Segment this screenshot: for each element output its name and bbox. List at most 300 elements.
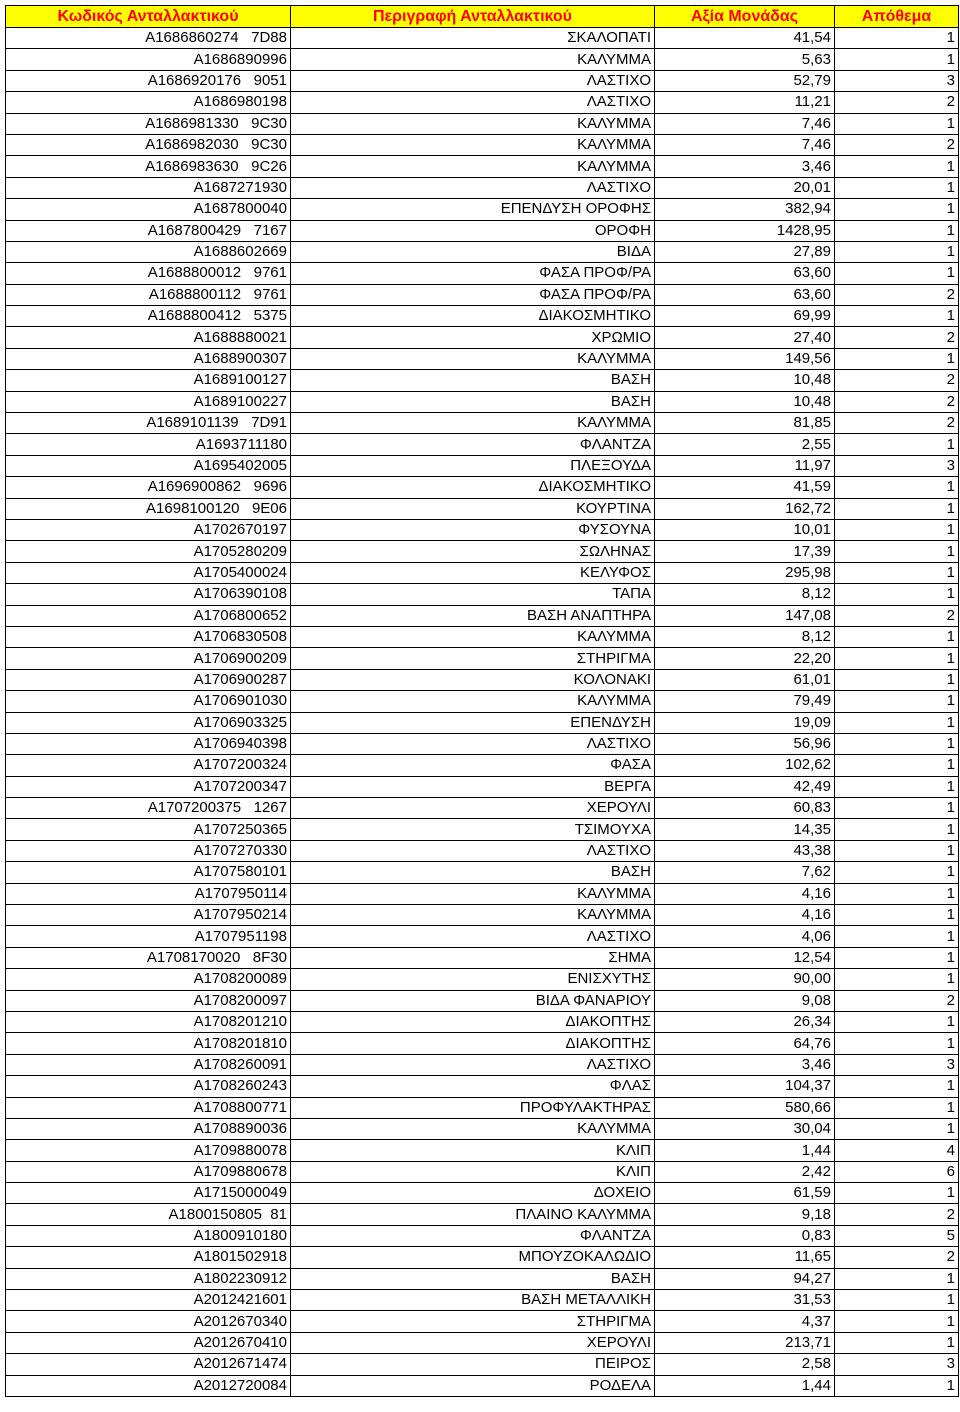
- part-code-cell: A1800150805 81: [6, 1204, 291, 1225]
- part-code-cell: A1686860274 7D88: [6, 28, 291, 49]
- unit-value-cell: 19,09: [655, 712, 835, 733]
- part-description-cell: ΚΑΛΥΜΜΑ: [291, 1118, 655, 1139]
- unit-value-cell: 63,60: [655, 284, 835, 305]
- stock-cell: 2: [835, 990, 959, 1011]
- part-code-cell: A1687800040: [6, 199, 291, 220]
- table-row: [6, 969, 959, 990]
- table-row: [6, 883, 959, 904]
- header-part-description: Περιγραφή Ανταλλακτικού: [291, 6, 655, 28]
- part-description-cell: ΦΛΑΝΤΖΑ: [291, 1225, 655, 1246]
- table-row: [6, 113, 959, 134]
- stock-cell: 2: [835, 605, 959, 626]
- part-code-cell: A1689101139 7D91: [6, 413, 291, 434]
- stock-cell: 1: [835, 669, 959, 690]
- part-description-cell: ΠΡΟΦΥΛΑΚΤΗΡΑΣ: [291, 1097, 655, 1118]
- part-description-cell: ΜΠΟΥΖΟΚΑΛΩΔΙΟ: [291, 1247, 655, 1268]
- part-code-cell: A1693711180: [6, 434, 291, 455]
- part-code-cell: A1686920176 9051: [6, 70, 291, 91]
- unit-value-cell: 7,46: [655, 113, 835, 134]
- part-code-cell: A1688602669: [6, 241, 291, 262]
- stock-cell: 1: [835, 862, 959, 883]
- unit-value-cell: 4,16: [655, 883, 835, 904]
- part-description-cell: ΒΙΔΑ: [291, 241, 655, 262]
- part-code-cell: A1800910180: [6, 1225, 291, 1246]
- part-description-cell: ΒΙΔΑ ΦΑΝΑΡΙΟΥ: [291, 990, 655, 1011]
- unit-value-cell: 382,94: [655, 199, 835, 220]
- unit-value-cell: 22,20: [655, 648, 835, 669]
- table-row: [6, 648, 959, 669]
- stock-cell: 1: [835, 156, 959, 177]
- part-description-cell: ΚΑΛΥΜΜΑ: [291, 691, 655, 712]
- part-code-cell: A2012670410: [6, 1332, 291, 1353]
- part-code-cell: A1706900287: [6, 669, 291, 690]
- table-row: [6, 306, 959, 327]
- table-row: [6, 691, 959, 712]
- part-description-cell: ΣΩΛΗΝΑΣ: [291, 541, 655, 562]
- table-row: [6, 477, 959, 498]
- stock-cell: 1: [835, 306, 959, 327]
- part-code-cell: A2012671474: [6, 1354, 291, 1375]
- part-description-cell: ΔΙΑΚΟΠΤΗΣ: [291, 1033, 655, 1054]
- part-description-cell: ΛΑΣΤΙΧΟ: [291, 926, 655, 947]
- part-description-cell: ΚΟΛΟΝΑΚΙ: [291, 669, 655, 690]
- part-code-cell: A1688880021: [6, 327, 291, 348]
- part-description-cell: ΒΑΣΗ: [291, 391, 655, 412]
- unit-value-cell: 10,01: [655, 519, 835, 540]
- part-description-cell: ΒΕΡΓΑ: [291, 776, 655, 797]
- unit-value-cell: 9,18: [655, 1204, 835, 1225]
- unit-value-cell: 213,71: [655, 1332, 835, 1353]
- stock-cell: 1: [835, 1311, 959, 1332]
- table-row: [6, 819, 959, 840]
- part-code-cell: A1801502918: [6, 1247, 291, 1268]
- table-row: [6, 1161, 959, 1182]
- part-code-cell: A1705280209: [6, 541, 291, 562]
- table-row: [6, 605, 959, 626]
- stock-cell: 1: [835, 477, 959, 498]
- parts-table: [5, 5, 959, 1397]
- unit-value-cell: 41,54: [655, 28, 835, 49]
- unit-value-cell: 3,46: [655, 156, 835, 177]
- part-code-cell: A1708201810: [6, 1033, 291, 1054]
- unit-value-cell: 2,55: [655, 434, 835, 455]
- part-description-cell: ΕΝΙΣΧΥΤΗΣ: [291, 969, 655, 990]
- stock-cell: 1: [835, 776, 959, 797]
- part-description-cell: ΔΟΧΕΙΟ: [291, 1183, 655, 1204]
- table-row: [6, 1204, 959, 1225]
- table-row: [6, 413, 959, 434]
- part-code-cell: A1686980198: [6, 92, 291, 113]
- stock-cell: 1: [835, 220, 959, 241]
- stock-cell: 1: [835, 926, 959, 947]
- table-row: [6, 626, 959, 647]
- table-row: [6, 562, 959, 583]
- table-row: [6, 49, 959, 70]
- stock-cell: 1: [835, 626, 959, 647]
- part-description-cell: ΔΙΑΚΟΣΜΗΤΙΚΟ: [291, 477, 655, 498]
- stock-cell: 2: [835, 327, 959, 348]
- unit-value-cell: 7,62: [655, 862, 835, 883]
- part-description-cell: ΔΙΑΚΟΠΤΗΣ: [291, 1011, 655, 1032]
- stock-cell: 1: [835, 498, 959, 519]
- part-code-cell: A1708890036: [6, 1118, 291, 1139]
- part-description-cell: ΛΑΣΤΙΧΟ: [291, 840, 655, 861]
- header-unit-value: Αξία Μονάδας: [655, 6, 835, 28]
- unit-value-cell: 1,44: [655, 1140, 835, 1161]
- unit-value-cell: 79,49: [655, 691, 835, 712]
- stock-cell: 1: [835, 263, 959, 284]
- part-code-cell: A1708170020 8F30: [6, 947, 291, 968]
- table-row: [6, 1011, 959, 1032]
- unit-value-cell: 11,97: [655, 455, 835, 476]
- table-row: [6, 263, 959, 284]
- stock-cell: 1: [835, 883, 959, 904]
- stock-cell: 1: [835, 905, 959, 926]
- part-code-cell: A1709880678: [6, 1161, 291, 1182]
- table-row: [6, 1140, 959, 1161]
- table-row: [6, 905, 959, 926]
- stock-cell: 1: [835, 840, 959, 861]
- table-row: [6, 1033, 959, 1054]
- stock-cell: 1: [835, 1268, 959, 1289]
- stock-cell: 2: [835, 413, 959, 434]
- part-description-cell: ΚΑΛΥΜΜΑ: [291, 413, 655, 434]
- header-part-code: Κωδικός Ανταλλακτικού: [6, 6, 291, 28]
- unit-value-cell: 27,89: [655, 241, 835, 262]
- unit-value-cell: 4,16: [655, 905, 835, 926]
- table-row: [6, 28, 959, 49]
- part-code-cell: A1708800771: [6, 1097, 291, 1118]
- part-code-cell: A1686983630 9C26: [6, 156, 291, 177]
- part-description-cell: ΚΟΥΡΤΙΝΑ: [291, 498, 655, 519]
- part-description-cell: ΧΕΡΟΥΛΙ: [291, 1332, 655, 1353]
- table-row: [6, 776, 959, 797]
- table-row: [6, 990, 959, 1011]
- unit-value-cell: 1,44: [655, 1375, 835, 1396]
- part-code-cell: A1708200097: [6, 990, 291, 1011]
- stock-cell: 1: [835, 434, 959, 455]
- unit-value-cell: 102,62: [655, 755, 835, 776]
- part-description-cell: ΚΑΛΥΜΜΑ: [291, 883, 655, 904]
- stock-cell: 1: [835, 819, 959, 840]
- part-description-cell: ΒΑΣΗ: [291, 862, 655, 883]
- part-description-cell: ΣΤΗΡΙΓΜΑ: [291, 1311, 655, 1332]
- part-code-cell: A1708260091: [6, 1054, 291, 1075]
- table-row: [6, 1118, 959, 1139]
- table-row: [6, 712, 959, 733]
- table-row: [6, 541, 959, 562]
- part-code-cell: A1702670197: [6, 519, 291, 540]
- unit-value-cell: 10,48: [655, 370, 835, 391]
- part-code-cell: A1802230912: [6, 1268, 291, 1289]
- part-code-cell: A2012421601: [6, 1290, 291, 1311]
- part-description-cell: ΚΑΛΥΜΜΑ: [291, 134, 655, 155]
- part-code-cell: A1686890996: [6, 49, 291, 70]
- stock-cell: 1: [835, 691, 959, 712]
- part-code-cell: A1706903325: [6, 712, 291, 733]
- part-description-cell: ΠΛΕΞΟΥΔΑ: [291, 455, 655, 476]
- table-row: [6, 519, 959, 540]
- table-row: [6, 1290, 959, 1311]
- unit-value-cell: 1428,95: [655, 220, 835, 241]
- part-description-cell: ΛΑΣΤΙΧΟ: [291, 177, 655, 198]
- unit-value-cell: 147,08: [655, 605, 835, 626]
- part-code-cell: A1706800652: [6, 605, 291, 626]
- part-description-cell: ΣΚΑΛΟΠΑΤΙ: [291, 28, 655, 49]
- unit-value-cell: 104,37: [655, 1076, 835, 1097]
- table-row: [6, 241, 959, 262]
- table-row: [6, 348, 959, 369]
- unit-value-cell: 162,72: [655, 498, 835, 519]
- stock-cell: 1: [835, 348, 959, 369]
- part-description-cell: ΤΣΙΜΟΥΧΑ: [291, 819, 655, 840]
- stock-cell: 3: [835, 455, 959, 476]
- part-description-cell: ΣΗΜΑ: [291, 947, 655, 968]
- stock-cell: 2: [835, 284, 959, 305]
- unit-value-cell: 94,27: [655, 1268, 835, 1289]
- part-code-cell: A2012720084: [6, 1375, 291, 1396]
- unit-value-cell: 17,39: [655, 541, 835, 562]
- part-code-cell: A1706901030: [6, 691, 291, 712]
- stock-cell: 1: [835, 947, 959, 968]
- stock-cell: 3: [835, 1354, 959, 1375]
- table-row: [6, 862, 959, 883]
- part-code-cell: A1706940398: [6, 733, 291, 754]
- part-code-cell: A1688900307: [6, 348, 291, 369]
- stock-cell: 1: [835, 49, 959, 70]
- unit-value-cell: 60,83: [655, 798, 835, 819]
- table-row: [6, 391, 959, 412]
- table-row: [6, 455, 959, 476]
- part-description-cell: ΒΑΣΗ: [291, 1268, 655, 1289]
- part-code-cell: A1688800112 9761: [6, 284, 291, 305]
- unit-value-cell: 0,83: [655, 1225, 835, 1246]
- stock-cell: 1: [835, 28, 959, 49]
- part-description-cell: ΡΟΔΕΛΑ: [291, 1375, 655, 1396]
- table-body: [6, 28, 959, 1397]
- unit-value-cell: 56,96: [655, 733, 835, 754]
- table-row: [6, 284, 959, 305]
- table-row: [6, 584, 959, 605]
- part-code-cell: A1686982030 9C30: [6, 134, 291, 155]
- part-description-cell: ΚΛΙΠ: [291, 1161, 655, 1182]
- part-description-cell: ΛΑΣΤΙΧΟ: [291, 733, 655, 754]
- unit-value-cell: 295,98: [655, 562, 835, 583]
- table-row: [6, 1076, 959, 1097]
- stock-cell: 1: [835, 733, 959, 754]
- unit-value-cell: 30,04: [655, 1118, 835, 1139]
- part-code-cell: A1708200089: [6, 969, 291, 990]
- part-description-cell: ΚΑΛΥΜΜΑ: [291, 348, 655, 369]
- part-code-cell: A1687271930: [6, 177, 291, 198]
- stock-cell: 2: [835, 1247, 959, 1268]
- part-description-cell: ΦΛΑΣ: [291, 1076, 655, 1097]
- part-description-cell: ΕΠΕΝΔΥΣΗ ΟΡΟΦΗΣ: [291, 199, 655, 220]
- unit-value-cell: 8,12: [655, 584, 835, 605]
- part-code-cell: A1707200324: [6, 755, 291, 776]
- stock-cell: 1: [835, 1097, 959, 1118]
- unit-value-cell: 26,34: [655, 1011, 835, 1032]
- unit-value-cell: 69,99: [655, 306, 835, 327]
- unit-value-cell: 149,56: [655, 348, 835, 369]
- part-description-cell: ΒΑΣΗ ΜΕΤΑΛΛΙΚΗ: [291, 1290, 655, 1311]
- unit-value-cell: 2,58: [655, 1354, 835, 1375]
- stock-cell: 6: [835, 1161, 959, 1182]
- part-code-cell: A1707200347: [6, 776, 291, 797]
- stock-cell: 2: [835, 391, 959, 412]
- table-row: [6, 199, 959, 220]
- unit-value-cell: 7,46: [655, 134, 835, 155]
- stock-cell: 1: [835, 755, 959, 776]
- table-row: [6, 1332, 959, 1353]
- unit-value-cell: 9,08: [655, 990, 835, 1011]
- part-description-cell: ΤΑΠΑ: [291, 584, 655, 605]
- table-row: [6, 156, 959, 177]
- unit-value-cell: 81,85: [655, 413, 835, 434]
- unit-value-cell: 2,42: [655, 1161, 835, 1182]
- part-code-cell: A1707200375 1267: [6, 798, 291, 819]
- stock-cell: 1: [835, 1183, 959, 1204]
- part-code-cell: A1708260243: [6, 1076, 291, 1097]
- unit-value-cell: 63,60: [655, 263, 835, 284]
- table-header: [6, 6, 959, 28]
- table-row: [6, 177, 959, 198]
- table-row: [6, 434, 959, 455]
- unit-value-cell: 8,12: [655, 626, 835, 647]
- part-description-cell: ΒΑΣΗ ΑΝΑΠΤΗΡΑ: [291, 605, 655, 626]
- stock-cell: 2: [835, 1204, 959, 1225]
- stock-cell: 5: [835, 1225, 959, 1246]
- unit-value-cell: 4,06: [655, 926, 835, 947]
- unit-value-cell: 20,01: [655, 177, 835, 198]
- table-row: [6, 840, 959, 861]
- part-description-cell: ΦΑΣΑ ΠΡΟΦ/ΡΑ: [291, 284, 655, 305]
- part-description-cell: ΒΑΣΗ: [291, 370, 655, 391]
- table-row: [6, 220, 959, 241]
- part-description-cell: ΠΛΑΙΝΟ ΚΑΛΥΜΜΑ: [291, 1204, 655, 1225]
- stock-cell: 2: [835, 370, 959, 391]
- unit-value-cell: 43,38: [655, 840, 835, 861]
- part-description-cell: ΛΑΣΤΙΧΟ: [291, 1054, 655, 1075]
- part-code-cell: A1707580101: [6, 862, 291, 883]
- stock-cell: 1: [835, 1076, 959, 1097]
- unit-value-cell: 12,54: [655, 947, 835, 968]
- part-code-cell: A1696900862 9696: [6, 477, 291, 498]
- table-row: [6, 1268, 959, 1289]
- stock-cell: 1: [835, 648, 959, 669]
- unit-value-cell: 580,66: [655, 1097, 835, 1118]
- table-row: [6, 1375, 959, 1396]
- part-description-cell: ΦΑΣΑ: [291, 755, 655, 776]
- stock-cell: 2: [835, 92, 959, 113]
- table-row: [6, 327, 959, 348]
- table-row: [6, 498, 959, 519]
- part-description-cell: ΚΑΛΥΜΜΑ: [291, 49, 655, 70]
- stock-cell: 2: [835, 134, 959, 155]
- unit-value-cell: 61,01: [655, 669, 835, 690]
- part-code-cell: A1707250365: [6, 819, 291, 840]
- unit-value-cell: 11,65: [655, 1247, 835, 1268]
- part-code-cell: A1686981330 9C30: [6, 113, 291, 134]
- part-description-cell: ΚΛΙΠ: [291, 1140, 655, 1161]
- stock-cell: 1: [835, 199, 959, 220]
- table-row: [6, 1097, 959, 1118]
- stock-cell: 4: [835, 1140, 959, 1161]
- table-row: [6, 92, 959, 113]
- table-row: [6, 926, 959, 947]
- unit-value-cell: 64,76: [655, 1033, 835, 1054]
- part-description-cell: ΚΑΛΥΜΜΑ: [291, 626, 655, 647]
- stock-cell: 1: [835, 798, 959, 819]
- part-code-cell: A1689100227: [6, 391, 291, 412]
- stock-cell: 1: [835, 969, 959, 990]
- part-description-cell: ΧΕΡΟΥΛΙ: [291, 798, 655, 819]
- part-description-cell: ΚΑΛΥΜΜΑ: [291, 905, 655, 926]
- part-description-cell: ΧΡΩΜΙΟ: [291, 327, 655, 348]
- part-description-cell: ΚΑΛΥΜΜΑ: [291, 113, 655, 134]
- table-row: [6, 134, 959, 155]
- table-row: [6, 1311, 959, 1332]
- stock-cell: 1: [835, 177, 959, 198]
- part-code-cell: A1687800429 7167: [6, 220, 291, 241]
- part-code-cell: A2012670340: [6, 1311, 291, 1332]
- header-row: [6, 6, 959, 28]
- part-description-cell: ΦΛΑΝΤΖΑ: [291, 434, 655, 455]
- unit-value-cell: 5,63: [655, 49, 835, 70]
- part-description-cell: ΕΠΕΝΔΥΣΗ: [291, 712, 655, 733]
- part-code-cell: A1707950114: [6, 883, 291, 904]
- stock-cell: 1: [835, 113, 959, 134]
- part-code-cell: A1715000049: [6, 1183, 291, 1204]
- unit-value-cell: 3,46: [655, 1054, 835, 1075]
- part-description-cell: ΟΡΟΦΗ: [291, 220, 655, 241]
- stock-cell: 1: [835, 1290, 959, 1311]
- part-description-cell: ΦΑΣΑ ΠΡΟΦ/ΡΑ: [291, 263, 655, 284]
- part-code-cell: A1709880078: [6, 1140, 291, 1161]
- stock-cell: 3: [835, 70, 959, 91]
- part-description-cell: ΔΙΑΚΟΣΜΗΤΙΚΟ: [291, 306, 655, 327]
- unit-value-cell: 31,53: [655, 1290, 835, 1311]
- table-row: [6, 1054, 959, 1075]
- part-description-cell: ΚΕΛΥΦΟΣ: [291, 562, 655, 583]
- table-row: [6, 755, 959, 776]
- stock-cell: 1: [835, 1375, 959, 1396]
- part-code-cell: A1707951198: [6, 926, 291, 947]
- table-row: [6, 1247, 959, 1268]
- part-code-cell: A1688800012 9761: [6, 263, 291, 284]
- stock-cell: 1: [835, 584, 959, 605]
- part-code-cell: A1706900209: [6, 648, 291, 669]
- table-row: [6, 798, 959, 819]
- unit-value-cell: 90,00: [655, 969, 835, 990]
- stock-cell: 1: [835, 1118, 959, 1139]
- unit-value-cell: 61,59: [655, 1183, 835, 1204]
- part-code-cell: A1706830508: [6, 626, 291, 647]
- unit-value-cell: 52,79: [655, 70, 835, 91]
- unit-value-cell: 14,35: [655, 819, 835, 840]
- stock-cell: 1: [835, 1332, 959, 1353]
- part-description-cell: ΣΤΗΡΙΓΜΑ: [291, 648, 655, 669]
- table-row: [6, 1225, 959, 1246]
- header-stock: Απόθεμα: [835, 6, 959, 28]
- stock-cell: 1: [835, 1033, 959, 1054]
- part-code-cell: A1698100120 9E06: [6, 498, 291, 519]
- table-row: [6, 947, 959, 968]
- table-row: [6, 1183, 959, 1204]
- stock-cell: 1: [835, 241, 959, 262]
- stock-cell: 1: [835, 519, 959, 540]
- unit-value-cell: 27,40: [655, 327, 835, 348]
